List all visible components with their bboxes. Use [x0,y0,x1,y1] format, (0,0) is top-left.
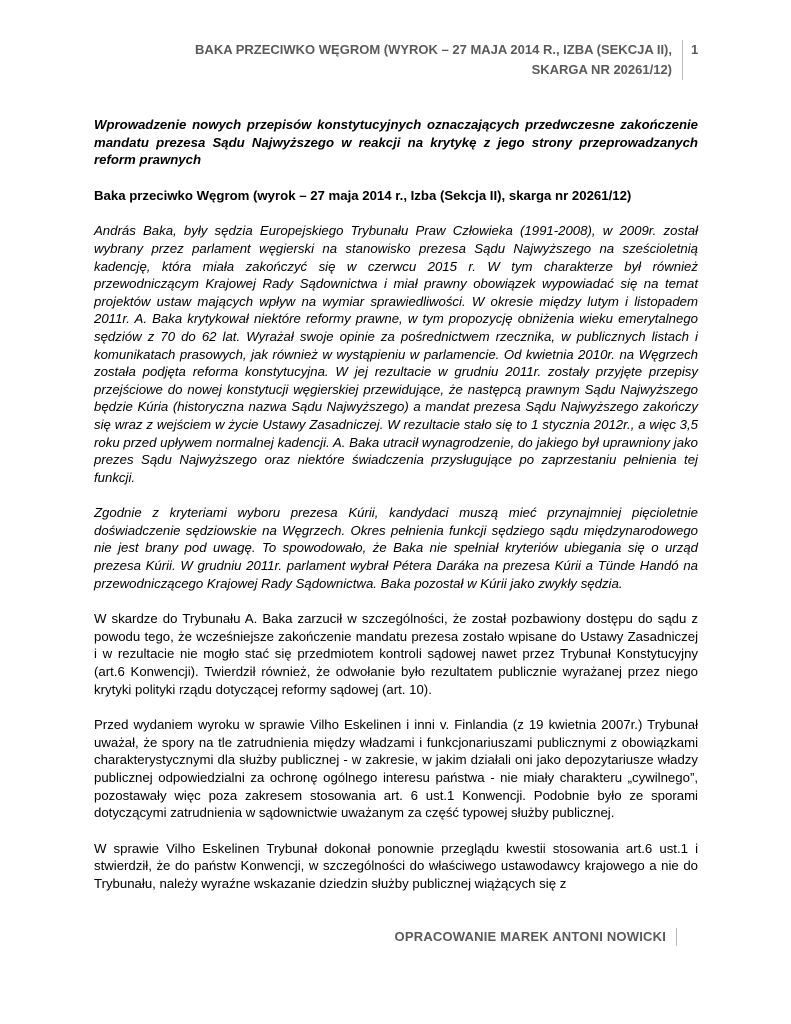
paragraph-prior-caselaw: Przed wydaniem wyroku w sprawie Vilho Eskelinen i inni v. Finlandia (z 19 kwietnia 2007r.) Trybunał uważał, że spory na tle zatrudnienia między władzami i funkcjonariuszami publicznymi z obowiązkami charakterystycznymi dla służby publicznej - w zakresie, w jakim działali oni jako depozytariusze władzy publicznej odpowiedzialni za ochronę ogólnego interesu państwa - nie miały charakteru „cywilnego”, pozostawały więc poza zakresem stosowania art. 6 ust.1 Konwencji. Podobnie było ze sporami dotyczącymi zatrudnienia w sądownictwie uważanym za część typowej służby publicznej. [94,717,698,821]
paragraph-complaint: W skardze do Trybunału A. Baka zarzucił w szczególności, że został pozbawiony dostępu do sądu z powodu tego, że wcześniejsze zakończenie mandatu prezesa zostało wpisane do Ustawy Zasadniczej i w rezultacie nie mogło stać się przedmiotem kontroli sądowej nawet przez Trybunał Konstytucyjny (art.6 Konwencji). Twierdził również, że odwołanie było rezultatem publicznie wyrażanej przez niego krytyki polityki rządu dotyczącej reformy sądowej (art. 10). [94,611,698,697]
page-number: 1 [691,42,699,57]
paragraph-kuria-criteria: Zgodnie z kryteriami wyboru prezesa Kúrii, kandydaci muszą mieć przynajmniej pięcioletnie doświadczenie sędziowskie na Węgrzech. Okres pełnienia funkcji sędziego sądu międzynarodowego nie jest brany pod uwagę. To spowodowało, że Baka nie spełniał kryteriów ubiegania się o urząd prezesa Kúrii. W grudniu 2011r. parlament wybrał Pétera Daráka na prezesa Kúrii a Tünde Handó na przewodniczącego Krajowej Rady Sądownictwa. Baka pozostał w Kúrii jako zwykły sędzia. [94,505,698,591]
running-header [195,40,683,80]
paragraph-eskelinen: W sprawie Vilho Eskelinen Trybunał dokonał ponownie przeglądu kwestii stosowania art.6 ust.1 i stwierdził, że do państw Konwencji, w szczególności do właściwego ustawodawcy krajowego a nie do Trybunału, należy wyraźne wskazanie dziedzin służby publicznej wiążących się z [94,840,698,891]
header-line-2: SKARGA NR 20261/12) [531,62,672,77]
running-footer: OPRACOWANIE MAREK ANTONI NOWICKI [395,928,677,946]
document-body [94,116,698,893]
paragraph-facts: András Baka, były sędzia Europejskiego Trybunału Praw Człowieka (1991-2008), w 2009r. został wybrany przez parlament węgierski na stanowisko prezesa Sądu Najwyższego na sześcioletnią kadencję, która miała zakończyć się w czerwcu 2015 r. W tym charakterze był również przewodniczącym Krajowej Rady Sądownictwa i miał prawny obowiązek wypowiadać się na temat projektów ustaw mających wpływ na wymiar sprawiedliwości. W okresie między lutym i listopadem 2011r. A. Baka krytykował niektóre reformy prawne, w tym propozycję obniżenia wieku emerytalnego sędziów z 70 do 62 lat. Wyrażał swoje opinie za pośrednictwem rzecznika, w publicznych listach i komunikatach prasowych, jak również w wystąpieniu w parlamencie. Od kwietnia 2010r. na Węgrzech została podjęta reforma konstytucyjna. W jej rezultacie w grudniu 2011r. zostały przyjęte przepisy przejściowe do nowej konstytucji węgierskiej przewidujące, że następcą prawnym Sądu Najwyższego będzie Kúria (historyczna nazwa Sądu Najwyższego) a mandat prezesa Sądu Najwyższego zakończy się wraz z wejściem w życie Ustawy Zasadniczej. W rezultacie stało się to 1 stycznia 2012r., a więc 3,5 roku przed upływem normalnej kadencji. A. Baka utracił wynagrodzenie, do jakiego był uprawniony jako prezes Sądu Najwyższego oraz niektóre świadczenia przysługujące po zaprzestaniu pełnienia tej funkcji. [94,223,698,485]
header-line-1: BAKA PRZECIWKO WĘGROM (WYROK – 27 MAJA 2014 R., IZBA (SEKCJA II), [195,42,672,57]
case-title: Baka przeciwko Węgrom (wyrok – 27 maja 2014 r., Izba (Sekcja II), skarga nr 20261/12) [94,187,632,203]
document-title: Wprowadzenie nowych przepisów konstytucyjnych oznaczających przedwczesne zakończenie mandatu prezesa Sądu Najwyższego w reakcji na krytykę z jego strony przeprowadzanych reform prawnych [94,117,698,168]
